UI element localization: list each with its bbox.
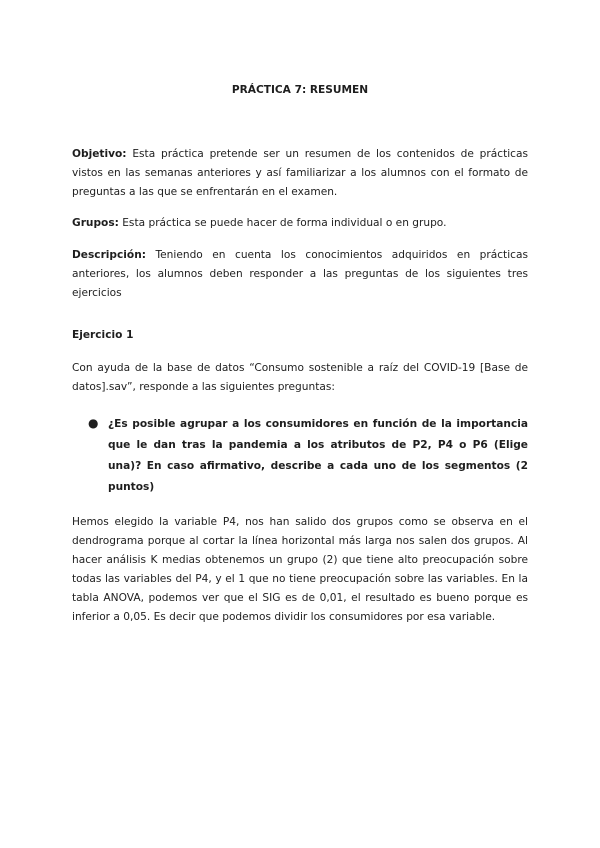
- descripcion-paragraph: [72, 246, 528, 303]
- bullet-icon: ●: [88, 416, 99, 430]
- grupos-paragraph: [72, 214, 528, 233]
- objetivo-paragraph: [72, 145, 528, 202]
- objetivo-text: Esta práctica pretende ser un resumen de los contenidos de prácticas vistos en las semanas anteriores y así familiarizar a los alumnos con el formato de preguntas a las que se enfrentarán en el examen.: [72, 148, 528, 198]
- objetivo-label: Objetivo:: [72, 148, 127, 160]
- ejercicio1-intro: Con ayuda de la base de datos “Consumo sostenible a raíz del COVID-19 [Base de datos].sav”, responde a las siguientes preguntas:: [72, 362, 528, 393]
- grupos-label: Grupos:: [72, 217, 119, 229]
- descripcion-text: Teniendo en cuenta los conocimientos adquiridos en prácticas anteriores, los alumnos deben responder a las preguntas de los siguientes tres ejercicios: [72, 249, 528, 299]
- answer-paragraph: Hemos elegido la variable P4, nos han salido dos grupos como se observa en el dendrograma porque al cortar la línea horizontal más larga nos salen dos grupos. Al hacer análisis K medias obtenemos un grupo (2) que tiene alto preocupación sobre todas las variables del P4, y el 1 que no tiene preocupación sobre las variables. En la tabla ANOVA, podemos ver que el SIG es de 0,01, el resultado es bueno porque es inferior a 0,05. Es decir que podemos dividir los consumidores por esa variable.: [72, 516, 528, 623]
- page-title: PRÁCTICA 7: RESUMEN: [231, 84, 369, 96]
- grupos-text: Esta práctica se puede hacer de forma individual o en grupo.: [118, 217, 447, 229]
- descripcion-label: Descripción:: [72, 249, 146, 261]
- ejercicio1-heading: Ejercicio 1: [72, 329, 134, 341]
- question-text: ¿Es posible agrupar a los consumidores en función de la importancia que le dan tras la pandemia a los atributos de P2, P4 o P6 (Elige una)? En caso afirmativo, describe a cada uno de los segmentos (2 puntos): [108, 418, 528, 493]
